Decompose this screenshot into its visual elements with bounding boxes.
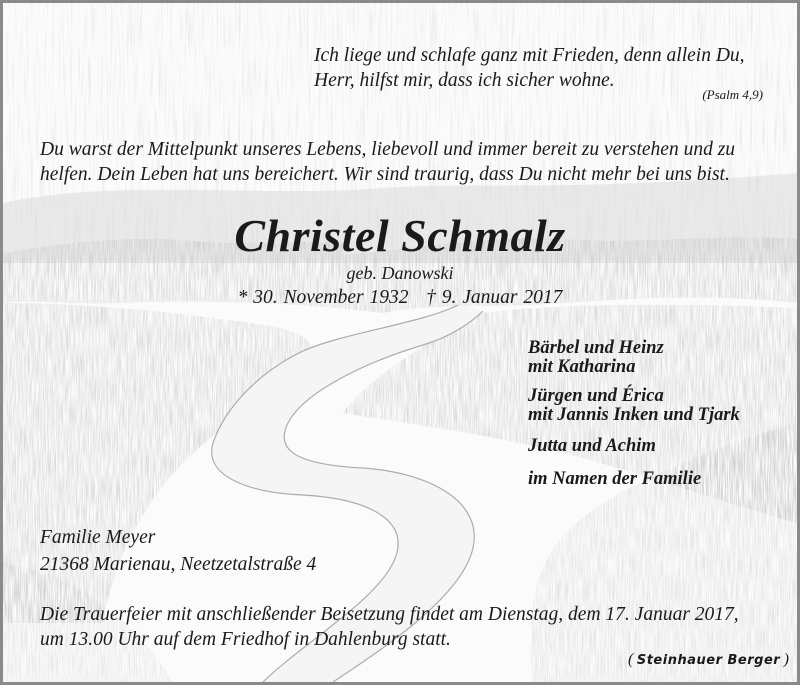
life-dates <box>3 287 797 309</box>
address-line: 21368 Marienau, Neetzetalstraße 4 <box>40 554 317 575</box>
death-date: † 9. Januar 2017 <box>426 287 563 308</box>
mourner-line: mit Jannis Inken und Tjark <box>528 405 740 425</box>
mourner-group <box>528 470 701 489</box>
psalm-line: Ich liege und schlafe ganz mit Frieden, denn allein Du, <box>314 45 745 66</box>
intro-line: Du warst der Mittelpunkt unseres Lebens, liebevoll und immer bereit zu verstehen und zu <box>40 139 736 160</box>
signature-open: ( <box>628 651 634 668</box>
funeral-info <box>40 602 739 652</box>
mourner-line: Jürgen und Érica <box>528 386 664 406</box>
intro-text <box>40 137 735 187</box>
mourner-line: im Namen der Familie <box>528 469 702 489</box>
stonemason-signature <box>628 651 789 669</box>
mourner-line: mit Katharina <box>528 357 636 377</box>
intro-line: helfen. Dein Leben hat uns bereichert. Wir sind traurig, dass Du nicht mehr bei uns bist. <box>40 164 730 185</box>
mourner-group <box>528 437 656 456</box>
funeral-line: Die Trauerfeier mit anschließender Beisetzung findet am Dienstag, dem 17. Januar 2017, <box>40 604 739 625</box>
maiden-name: geb. Danowski <box>346 263 454 283</box>
address-line: Familie Meyer <box>40 527 156 548</box>
funeral-line: um 13.00 Uhr auf dem Friedhof in Dahlenburg statt. <box>40 629 451 650</box>
psalm-reference: (Psalm 4,9) <box>702 87 763 102</box>
birth-date: * 30. November 1932 <box>237 287 409 308</box>
family-address <box>40 524 316 578</box>
deceased-name: Christel Schmalz <box>234 210 566 261</box>
signature-close: ) <box>783 651 789 668</box>
mourner-line: Bärbel und Heinz <box>528 338 664 358</box>
mourner-line: Jutta und Achim <box>528 436 656 456</box>
notice-content <box>3 3 797 682</box>
mourner-group <box>528 339 664 377</box>
psalm-quote <box>314 43 745 93</box>
psalm-line: Herr, hilfst mir, dass ich sicher wohne. <box>314 70 615 91</box>
mourner-group <box>528 387 740 425</box>
signature-name: Steinhauer Berger <box>636 653 781 668</box>
